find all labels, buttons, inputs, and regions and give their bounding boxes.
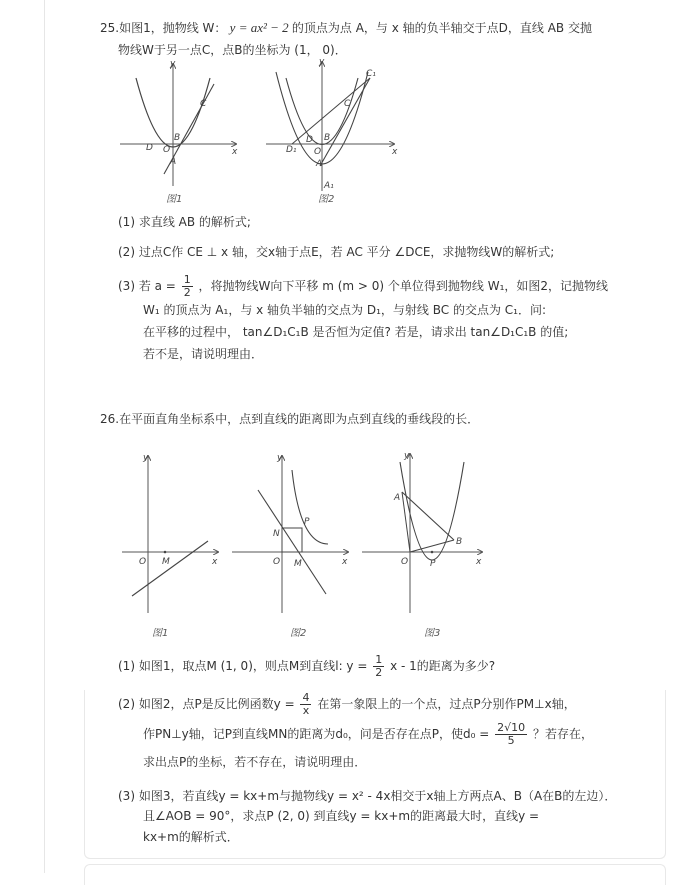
q25-figure-1 [118,56,243,211]
q26-stem: 26.在平面直角坐标系中，点到直线的距离即为点到直线的垂线段的长． [100,412,480,426]
q26-fig1-y-label: y [143,453,149,463]
q25-part3-line3: 在平移的过程中， tan∠D₁C₁B 是否恒为定值? 若是，请求出 tan∠D₁C₁B 的值; [143,325,569,339]
fig2-d1-label: D₁ [286,145,297,155]
fraction-one-half: $\frac{1}{2}$ [375,653,383,679]
fig1-o-label: O [163,145,171,155]
q26-fig1-caption: 图1 [152,628,169,639]
next-question-card-frame [84,864,666,885]
q25-figure-2 [262,56,402,211]
q25-part3-line4: 若不是，请说明理由． [143,347,264,361]
q26-figure-2 [228,448,356,648]
q26-fig2-x-label: x [342,557,348,567]
q25-part2: (2) 过点C作 CE ⊥ x 轴，交x轴于点E，若 AC 平分 ∠DCE，求抛物线W的解析式; [118,245,555,259]
segment-oa [402,492,410,552]
q26-part1: (1) 如图1，取点M (1, 0)，则点M到直线l: y = $\frac{1}{2}$ x - 1的距离为多少? [118,653,496,679]
q26-figure-3 [358,448,488,648]
fraction-one-half: $\frac{1}{2}$ [183,273,191,299]
q26-fig3-y-label: y [404,451,410,461]
fig1-caption: 图1 [166,194,183,205]
line-l [132,541,208,596]
segment-d1c1 [292,78,370,144]
q26-fig1-o-label: O [139,557,147,567]
q26-part3-line1: (3) 如图3，若直线y = kx+m与抛物线y = x² - 4x相交于x轴上方两点A、B（A在B的左边）． [118,789,617,803]
q26-fig3-caption: 图3 [424,628,441,639]
q25-part1: (1) 求直线 AB 的解析式; [118,215,251,229]
fig2-d-label: D [306,135,313,145]
q25-part3-line1: (3) 若 a = $\frac{1}{2}$ ，将抛物线W向下平移 m (m > 0) 个单位得到抛物线 W₁，如图2，记抛物线 [118,273,609,299]
line-mn [258,490,326,594]
q26-fig2-n-label: N [273,529,280,539]
q26-part2-line3: 求出点P的坐标，若不存在，请说明理由． [143,755,367,769]
fraction-2sqrt10-over-5: $\frac{2√10}{5}$ [497,721,526,747]
fig2-caption: 图2 [318,194,335,205]
q26-fig2-m-label: M [294,559,302,569]
fig1-x-label: x [232,147,238,157]
fig2-a1-label: A₁ [324,181,334,191]
q26-fig1-x-label: x [212,557,218,567]
ray-bc [320,78,370,166]
fig2-c-label: C [344,99,351,109]
q26-fig3-b-label: B [456,537,463,547]
fig1-c-label: C [200,99,207,109]
q26-fig3-p-label: P [430,559,436,569]
q25-part3-line2: W₁ 的顶点为 A₁，与 x 轴负半轴的交点为 D₁，与射线 BC 的交点为 C₁．问: [143,303,546,317]
fig1-a-label: A [170,157,177,167]
q26-fig2-y-label: y [277,453,283,463]
fig2-o-label: O [314,147,322,157]
q26-fig2-p-label: P [304,517,310,527]
q25-stem-line2: 物线W于另一点C，点B的坐标为 (1， 0)． [118,43,347,57]
fig2-c1-label: C₁ [366,69,376,79]
fig2-x-label: x [392,147,398,157]
segment-ob [410,540,454,552]
fraction-four-over-x: $\frac{4}{x}$ [302,691,310,717]
q26-fig3-x-label: x [476,557,482,567]
page-left-rule [44,0,45,873]
q26-fig2-caption: 图2 [290,628,307,639]
fig2-a-label: A [316,159,323,169]
q25-stem-line1: 25.如图1，抛物线 W： y = ax² − 2 的顶点为点 A，与 x 轴的负半轴交于点D，直线 AB 交抛 [100,20,592,35]
fig1-y-label: y [170,59,176,69]
fig2-y-label: y [319,57,325,67]
q26-part3-line2: 且∠AOB = 90°，求点P (2, 0) 到直线y = kx+m的距离最大时，直线y = [143,809,540,823]
q26-fig2-o-label: O [273,557,281,567]
q26-fig3-o-label: O [401,557,409,567]
q26-part3-line3: kx+m的解析式． [143,830,239,844]
q26-part2-line2: 作PN⊥y轴，记P到直线MN的距离为d₀，问是否存在点P，使d₀ = $\frac{2√10}{5}$ ？若存在， [143,721,593,747]
q26-figure-1 [118,448,228,648]
fig1-d-label: D [146,143,153,153]
hyperbola [292,470,328,544]
fig2-b-label: B [324,133,331,143]
q26-fig1-m-label: M [162,557,170,567]
q26-fig3-a-label: A [394,493,401,503]
fig1-b-label: B [174,133,181,143]
q26-part2-line1: (2) 如图2，点P是反比例函数y = $\frac{4}{x}$ 在第一象限上的一个点，过点P分别作PM⊥x轴， [118,691,576,717]
